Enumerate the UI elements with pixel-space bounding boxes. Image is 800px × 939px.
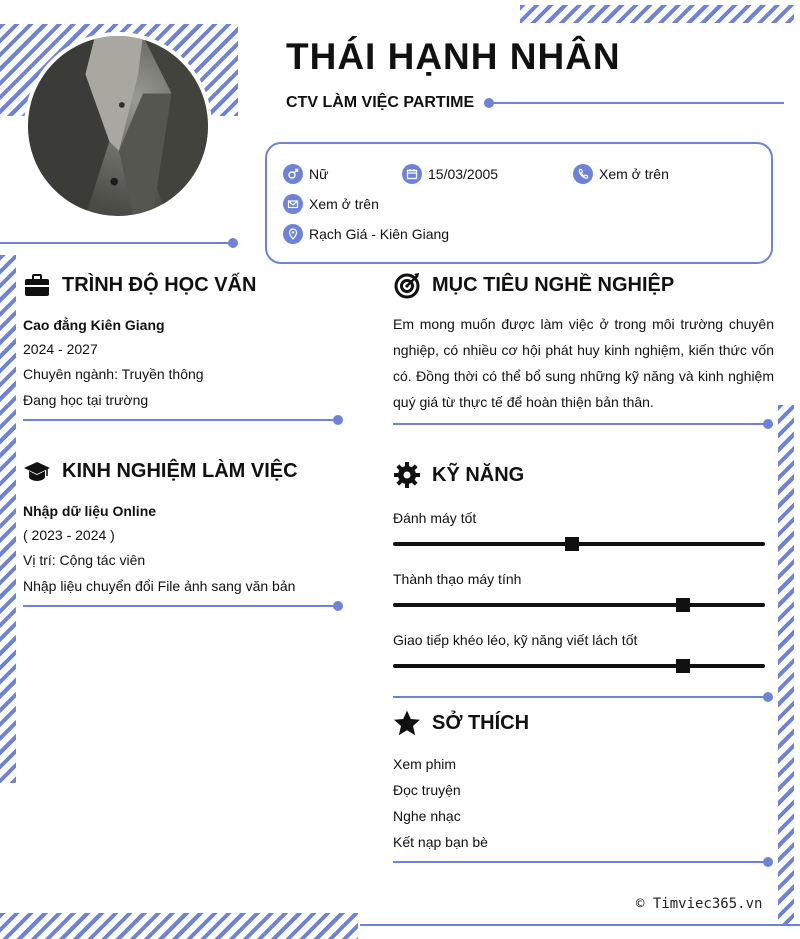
objective-line: Em mong muốn được làm việc ở trong môi trường chuyên (393, 316, 774, 332)
experience-description: Nhập liệu chuyển đổi File ảnh sang văn bản (23, 578, 296, 594)
job-title: CTV LÀM VIỆC PARTIME (286, 94, 475, 111)
gear-icon (392, 460, 422, 490)
skills-heading (392, 460, 524, 490)
target-icon (392, 270, 422, 300)
divider-skills (393, 696, 765, 698)
hobbies-title: SỞ THÍCH (432, 711, 530, 734)
experience-period: ( 2023 - 2024 ) (23, 527, 115, 543)
education-status: Đang học tại trường (23, 392, 149, 408)
objective-text (393, 311, 774, 415)
hobby-item: Xem phim (393, 756, 457, 772)
phone-value: Xem ở trên (599, 166, 669, 182)
star-icon (392, 708, 422, 738)
decorative-stripes-top-right (520, 5, 794, 23)
info-birthday (402, 164, 498, 184)
objective-title: MỤC TIÊU NGHỀ NGHIỆP (432, 273, 675, 296)
skill-bar (393, 542, 765, 546)
skill-bar (393, 603, 765, 607)
info-phone (573, 164, 669, 184)
education-school: Cao đẳng Kiên Giang (23, 317, 165, 333)
email-icon (283, 194, 303, 214)
gender-icon (283, 164, 303, 184)
info-gender (283, 164, 328, 184)
skill-label: Đánh máy tốt (393, 510, 477, 526)
hobby-item: Nghe nhạc (393, 808, 461, 824)
phone-icon (573, 164, 593, 184)
hobby-item: Đọc truyện (393, 782, 461, 798)
divider-dot (333, 601, 343, 611)
education-period: 2024 - 2027 (23, 341, 98, 357)
skill-bar (393, 664, 765, 668)
divider-hobbies (393, 861, 765, 863)
calendar-icon (402, 164, 422, 184)
avatar-photo (28, 36, 208, 216)
education-major: Chuyên ngành: Truyền thông (23, 366, 204, 382)
divider-dot (763, 419, 773, 429)
skills-title: KỸ NĂNG (432, 463, 525, 486)
divider-experience (23, 605, 339, 607)
objective-line: nghiệp, có nhiều cơ hội phát huy kinh nghiệm, kiến thức vốn (393, 342, 774, 358)
divider-dot (333, 415, 343, 425)
divider-title (490, 102, 784, 104)
address-value: Rạch Giá - Kiên Giang (309, 226, 450, 242)
objective-line: quý giá từ thực tế để hoàn thiện bản thân. (393, 394, 654, 410)
experience-position: Vị trí: Cộng tác viên (23, 552, 146, 568)
location-icon (283, 224, 303, 244)
decorative-stripes-left (0, 255, 16, 783)
hobby-item: Kết nạp bạn bè (393, 834, 488, 850)
avatar (24, 32, 212, 220)
education-heading (22, 270, 256, 300)
divider-footer (360, 924, 800, 926)
divider-dot (228, 238, 238, 248)
candidate-name: THÁI HẠNH NHÂN (286, 36, 621, 77)
divider-dot (763, 857, 773, 867)
experience-job: Nhập dữ liệu Online (23, 503, 157, 519)
graduation-cap-icon (22, 456, 52, 486)
birthday-value: 15/03/2005 (428, 166, 499, 182)
briefcase-icon (22, 270, 52, 300)
watermark-credit: © Timviec365.vn (636, 896, 763, 912)
email-value: Xem ở trên (309, 196, 379, 212)
info-email (283, 194, 379, 214)
education-title: TRÌNH ĐỘ HỌC VẤN (62, 273, 257, 296)
skill-level-marker (565, 537, 579, 551)
experience-title: KINH NGHIỆM LÀM VIỆC (62, 459, 298, 482)
divider-objective (393, 423, 765, 425)
divider-avatar (0, 242, 230, 244)
skill-label: Thành thạo máy tính (393, 571, 522, 587)
decorative-stripes-bottom-left (0, 913, 358, 939)
objective-line: có. Đồng thời có thể bổ sung những kỹ năng và kinh nghiệm (393, 368, 774, 384)
hobbies-heading (392, 708, 529, 738)
skill-level-marker (676, 659, 690, 673)
skill-label: Giao tiếp khéo léo, kỹ năng viết lách tốt (393, 632, 638, 648)
objective-heading (392, 270, 674, 300)
contact-info-box (265, 142, 773, 264)
info-address (283, 224, 449, 244)
skill-level-marker (676, 598, 690, 612)
divider-dot (763, 692, 773, 702)
decorative-stripes-right (778, 405, 794, 925)
experience-heading (22, 456, 298, 486)
gender-value: Nữ (309, 166, 329, 182)
divider-education (23, 419, 339, 421)
